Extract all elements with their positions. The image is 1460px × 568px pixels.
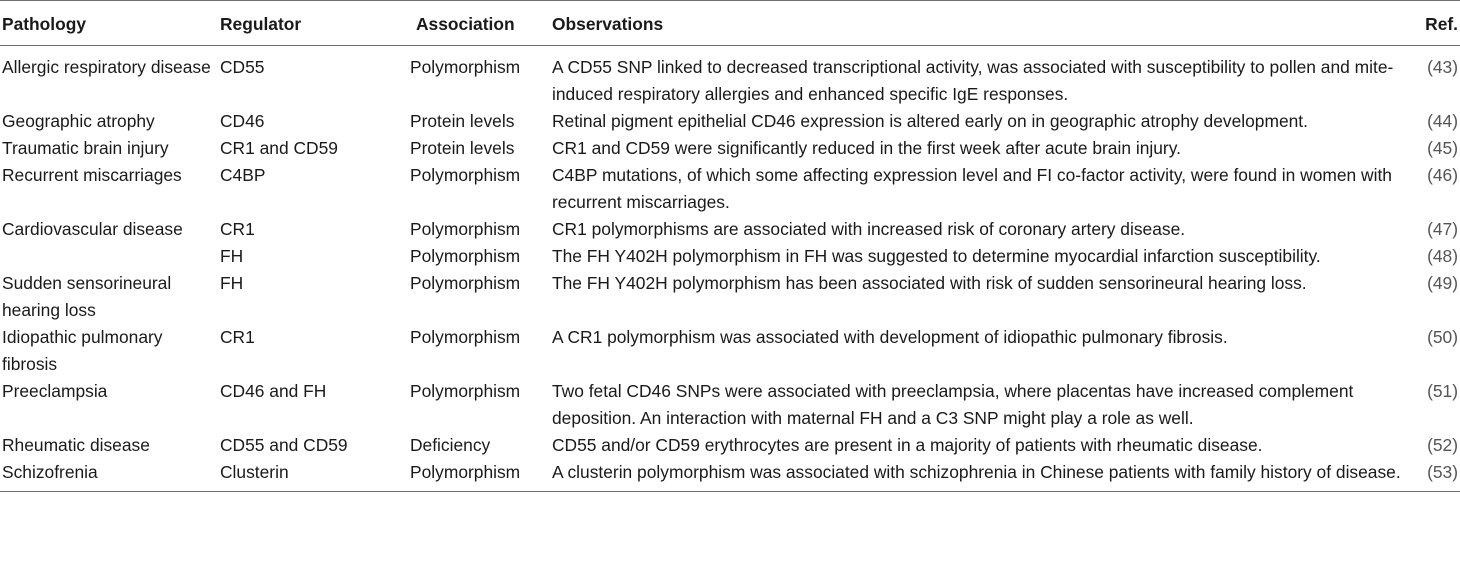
table-row xyxy=(0,216,1460,243)
association-cell: Polymorphism xyxy=(410,57,521,77)
regulator-cell: FH xyxy=(220,246,244,266)
association-cell: Polymorphism xyxy=(410,273,521,293)
association-cell: Polymorphism xyxy=(410,462,521,482)
header-regulator: Regulator xyxy=(220,14,302,34)
ref-cell[interactable] xyxy=(1402,432,1460,459)
ref-cell[interactable] xyxy=(1402,108,1460,135)
ref-link[interactable]: (50) xyxy=(1427,327,1458,347)
pathology-cell: Idiopathic pulmonary fibrosis xyxy=(2,327,163,374)
regulator-cell: FH xyxy=(220,273,244,293)
header-association: Association xyxy=(416,14,515,34)
ref-link[interactable]: (48) xyxy=(1427,246,1458,266)
regulator-cell: CR1 xyxy=(220,327,255,347)
pathology-cell: Sudden sensorineural hearing loss xyxy=(2,273,172,320)
association-cell: Protein levels xyxy=(410,111,515,131)
observations-cell: CR1 and CD59 were significantly reduced in the first week after acute brain injury. xyxy=(552,138,1181,158)
association-cell: Polymorphism xyxy=(410,327,521,347)
pathology-cell xyxy=(0,243,220,270)
pathology-cell: Allergic respiratory disease xyxy=(2,57,211,77)
table-row xyxy=(0,162,1460,216)
observations-cell: Two fetal CD46 SNPs were associated with preeclampsia, where placentas have increased complement deposition. An interaction with maternal FH and a C3 SNP might play a role as well. xyxy=(552,381,1354,428)
ref-link[interactable]: (46) xyxy=(1427,165,1458,185)
ref-cell[interactable] xyxy=(1402,270,1460,324)
ref-link[interactable]: (44) xyxy=(1427,111,1458,131)
pathology-cell: Schizofrenia xyxy=(2,462,98,482)
observations-cell: A clusterin polymorphism was associated with schizophrenia in Chinese patients with family history of disease. xyxy=(552,462,1401,482)
table-row xyxy=(0,135,1460,162)
regulator-cell: C4BP xyxy=(220,165,266,185)
observations-cell: C4BP mutations, of which some affecting expression level and FI co-factor activity, were found in women with recurrent miscarriages. xyxy=(552,165,1392,212)
ref-link[interactable]: (47) xyxy=(1427,219,1458,239)
ref-cell[interactable] xyxy=(1402,135,1460,162)
table-body xyxy=(0,46,1460,492)
ref-link[interactable]: (53) xyxy=(1427,462,1458,482)
regulator-cell: CR1 xyxy=(220,219,255,239)
pathology-cell: Preeclampsia xyxy=(2,381,108,401)
table-row xyxy=(0,432,1460,459)
observations-cell: CD55 and/or CD59 erythrocytes are present in a majority of patients with rheumatic disease. xyxy=(552,435,1263,455)
association-cell: Polymorphism xyxy=(410,381,521,401)
table-row xyxy=(0,324,1460,378)
table-row xyxy=(0,46,1460,109)
pathology-cell: Rheumatic disease xyxy=(2,435,150,455)
pathology-cell: Traumatic brain injury xyxy=(2,138,169,158)
association-cell: Deficiency xyxy=(410,435,491,455)
table-row xyxy=(0,459,1460,492)
association-cell: Polymorphism xyxy=(410,246,521,266)
ref-cell[interactable] xyxy=(1402,324,1460,378)
association-cell: Protein levels xyxy=(410,138,515,158)
pathology-cell: Cardiovascular disease xyxy=(2,219,183,239)
pathology-cell: Recurrent miscarriages xyxy=(2,165,182,185)
observations-cell: Retinal pigment epithelial CD46 expression is altered early on in geographic atrophy development. xyxy=(552,111,1308,131)
ref-cell[interactable] xyxy=(1402,216,1460,243)
ref-cell[interactable] xyxy=(1402,243,1460,270)
ref-cell[interactable] xyxy=(1402,459,1460,492)
regulator-cell: CD55 xyxy=(220,57,265,77)
ref-cell[interactable] xyxy=(1402,162,1460,216)
header-pathology: Pathology xyxy=(2,14,87,34)
ref-link[interactable]: (43) xyxy=(1427,57,1458,77)
regulator-cell: CR1 and CD59 xyxy=(220,138,338,158)
ref-link[interactable]: (45) xyxy=(1427,138,1458,158)
observations-cell: CR1 polymorphisms are associated with increased risk of coronary artery disease. xyxy=(552,219,1186,239)
observations-cell: A CR1 polymorphism was associated with development of idiopathic pulmonary fibrosis. xyxy=(552,327,1228,347)
regulator-cell: CD55 and CD59 xyxy=(220,435,348,455)
association-cell: Polymorphism xyxy=(410,165,521,185)
header-observations: Observations xyxy=(552,14,664,34)
regulator-cell: CD46 and FH xyxy=(220,381,327,401)
table-row xyxy=(0,108,1460,135)
table-header xyxy=(0,1,1460,46)
observations-cell: A CD55 SNP linked to decreased transcriptional activity, was associated with susceptibility to pollen and mite-induced respiratory allergies and enhanced specific IgE responses. xyxy=(552,57,1394,104)
table-row xyxy=(0,270,1460,324)
header-row xyxy=(0,1,1460,46)
ref-cell[interactable] xyxy=(1402,378,1460,432)
table-row xyxy=(0,243,1460,270)
ref-link[interactable]: (51) xyxy=(1427,381,1458,401)
observations-cell: The FH Y402H polymorphism in FH was suggested to determine myocardial infarction susceptibility. xyxy=(552,246,1321,266)
pathology-cell: Geographic atrophy xyxy=(2,111,155,131)
ref-link[interactable]: (52) xyxy=(1427,435,1458,455)
ref-cell[interactable] xyxy=(1402,46,1460,109)
header-ref: Ref. xyxy=(1425,14,1458,34)
observations-cell: The FH Y402H polymorphism has been associated with risk of sudden sensorineural hearing loss. xyxy=(552,273,1307,293)
ref-link[interactable]: (49) xyxy=(1427,273,1458,293)
association-cell: Polymorphism xyxy=(410,219,521,239)
table-row xyxy=(0,378,1460,432)
regulator-cell: CD46 xyxy=(220,111,265,131)
regulator-cell: Clusterin xyxy=(220,462,289,482)
